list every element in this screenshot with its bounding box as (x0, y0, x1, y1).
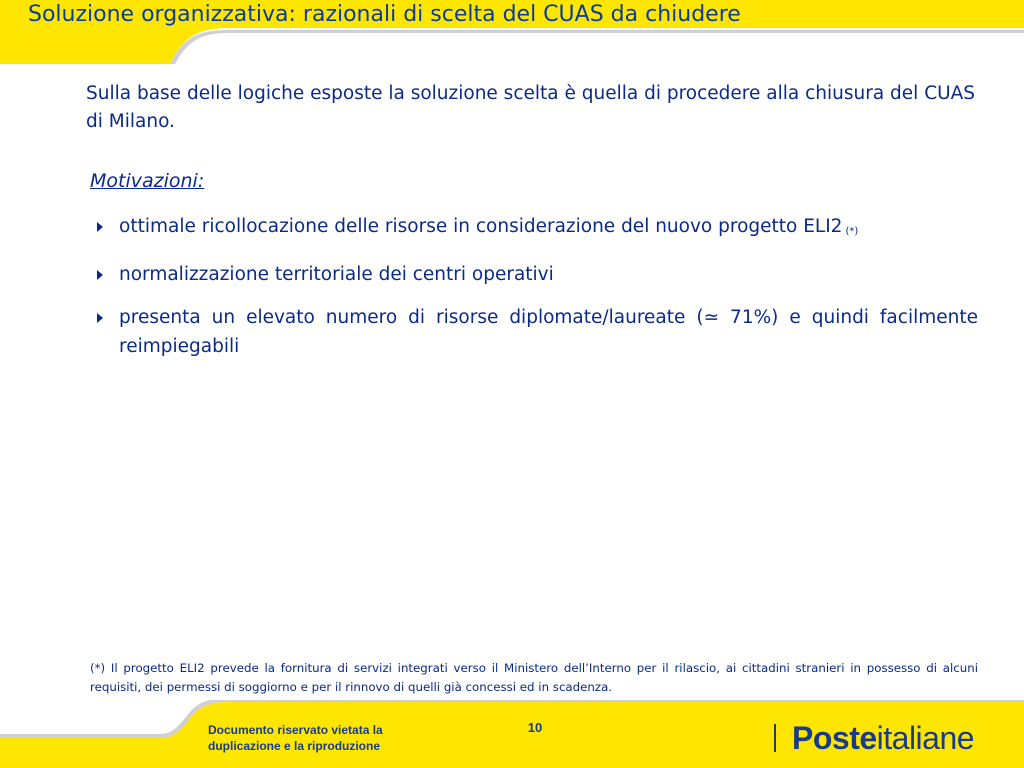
posteitaliane-logo (792, 720, 974, 757)
bullet-text: normalizzazione territoriale dei centri operativi (119, 264, 554, 285)
bullet-text: presenta un elevato numero di risorse diplomate/laureate (≃ 71%) e quindi facilmente reimpiegabili (119, 307, 978, 357)
logo-bold-part: Poste (792, 720, 877, 756)
page-title: Soluzione organizzativa: razionali di scelta del CUAS da chiudere (28, 2, 741, 27)
bullet-text: ottimale ricollocazione delle risorse in considerazione del nuovo progetto ELI2 (119, 216, 843, 237)
motivations-heading: Motivazioni: (90, 170, 205, 192)
triangle-right-icon (97, 313, 103, 323)
triangle-right-icon (97, 270, 103, 280)
footnote-reference: (*) (845, 226, 859, 237)
confidentiality-notice (208, 722, 448, 754)
page-number: 10 (527, 720, 543, 735)
triangle-right-icon (97, 222, 103, 232)
footnote: (*) Il progetto ELI2 prevede la fornitura di servizi integrati verso il Ministero dell’Interno per il rilascio, ai cittadini stranieri in possesso di alcuni requisiti, dei permessi di soggiorno e per il rinnovo di quelli già concessi ed in scadenza. (90, 661, 978, 694)
logo-regular-part: italiane (876, 720, 975, 756)
logo-divider (774, 724, 776, 752)
confidentiality-line-2: duplicazione e la riproduzione (208, 739, 381, 753)
motivations-list (96, 212, 978, 375)
list-item (96, 303, 978, 361)
list-item (96, 212, 978, 246)
intro-paragraph: Sulla base delle logiche esposte la soluzione scelta è quella di procedere alla chiusura del CUAS di Milano. (86, 83, 976, 132)
list-item (96, 260, 978, 289)
confidentiality-line-1: Documento riservato vietata la (208, 723, 383, 737)
